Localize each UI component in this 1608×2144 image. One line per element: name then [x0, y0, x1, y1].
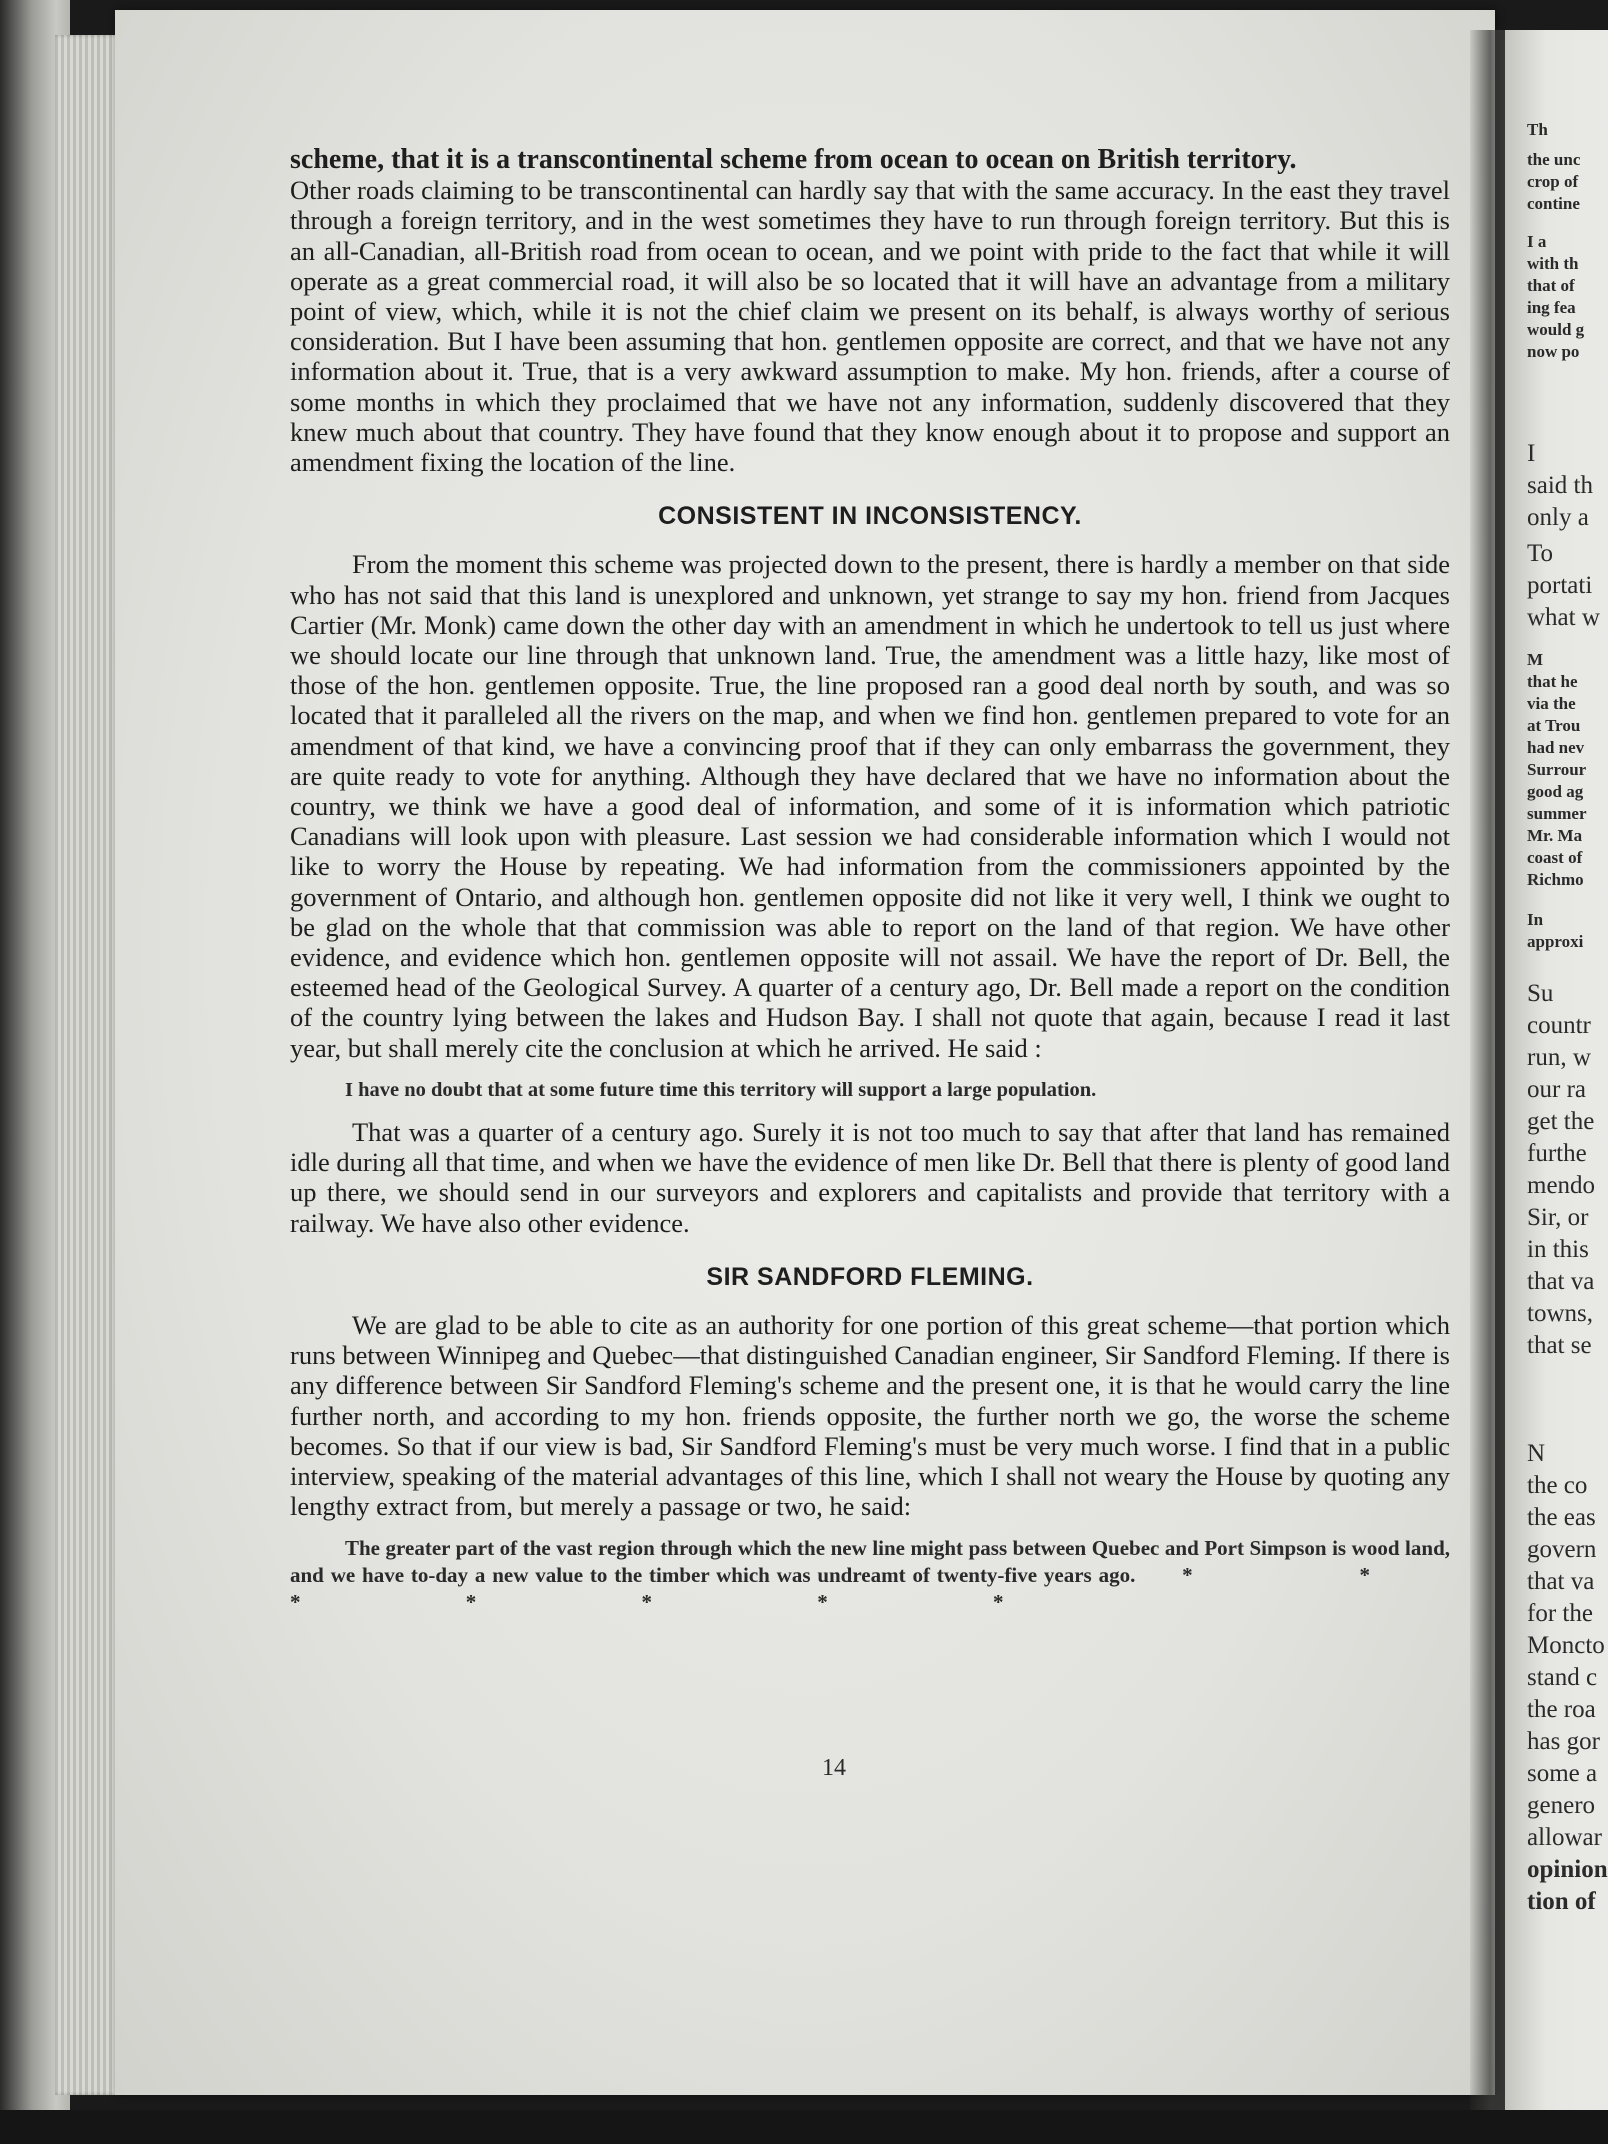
right-page-line: in this — [1527, 1236, 1589, 1263]
right-page-line: mendo — [1527, 1172, 1596, 1199]
right-page-line: M — [1527, 650, 1544, 669]
right-page-line: genero — [1527, 1792, 1596, 1819]
right-page-line: Th — [1527, 120, 1548, 139]
right-page-line: our ra — [1527, 1076, 1586, 1103]
right-page-line: now po — [1527, 342, 1580, 361]
quote-dr-bell: I have no doubt that at some future time this territory will support a large population. — [345, 1078, 1097, 1101]
right-page-line: contine — [1527, 194, 1580, 213]
right-page-line: I a — [1527, 232, 1547, 251]
right-page-line: the eas — [1527, 1504, 1596, 1531]
right-page-line: Moncto — [1527, 1632, 1605, 1659]
paragraph-1: Other roads claiming to be transcontinental can hardly say that with the same accuracy. In the east they travel through a foreign territory, and in the west sometimes they have to run through foreign territory. But this is an all-Canadian, all-British road from ocean to ocean, and we point with pride to the fact that while it will operate as a great commercial road, it will also be so located that it will have an advantage from a military point of view, which, while it is not the chief claim we present on its behalf, is always worthy of serious consideration. But I have been assuming that hon. gentlemen opposite are correct, and that we have not any information about it. True, that is a very awkward assumption to make. My hon. friends, after a course of some months in which they proclaimed that we have not any information, suddenly discovered that they knew much about that country. They have found that they know enough about it to propose and support an amendment fixing the location of the line. — [290, 175, 1450, 478]
right-page-line: get the — [1527, 1108, 1595, 1135]
right-page-line: the co — [1527, 1472, 1588, 1499]
right-page-line: that va — [1527, 1568, 1595, 1595]
right-page-line: only a — [1527, 504, 1589, 531]
paragraph-4: We are glad to be able to cite as an authority for one portion of this great scheme—that portion which runs between Winnipeg and Quebec—that distinguished Canadian engineer, Sir Sandford Fleming. If there is any difference between Sir Sandford Fleming's scheme and the present one, it is that he would carry the line further north, and according to my hon. friends opposite, the further north we go, the worse the scheme becomes. So that if our view is bad, Sir Sandford Fleming's must be very much worse. I find that in a public interview, speaking of the material advantages of this line, which I shall not weary the House by quoting any lengthy extract from, but merely a passage or two, he said: — [290, 1309, 1450, 1522]
right-page-line: portati — [1527, 572, 1593, 599]
heading-consistent-in-inconsistency: CONSISTENT IN INCONSISTENCY. — [658, 502, 1082, 531]
right-page-line: Surrour — [1527, 760, 1587, 779]
right-page-line: N — [1527, 1440, 1546, 1467]
right-page-line: furthe — [1527, 1140, 1587, 1167]
right-page-line: good ag — [1527, 782, 1584, 801]
page-text — [290, 145, 1450, 1630]
right-page-line: Richmo — [1527, 870, 1584, 889]
right-page-line: via the — [1527, 694, 1576, 713]
right-page-line: In — [1527, 910, 1544, 929]
right-page-line: some a — [1527, 1760, 1598, 1787]
right-page-line: ing fea — [1527, 298, 1576, 317]
right-page-line: with th — [1527, 254, 1579, 273]
right-page-line: Su — [1527, 980, 1554, 1007]
right-page-line: the roa — [1527, 1696, 1596, 1723]
right-page-line: govern — [1527, 1536, 1597, 1563]
gutter-shadow — [1470, 30, 1510, 2110]
right-page-line: said th — [1527, 472, 1593, 499]
paragraph-3: That was a quarter of a century ago. Surely it is not too much to say that after that land has remained idle during all that time, and when we have the evidence of men like Dr. Bell that there is plenty of good land up there, we should send in our surveyors and explorers and capitalists and provide that territory with a railway. We have also other evidence. — [290, 1116, 1450, 1238]
right-page-line: has gor — [1527, 1728, 1600, 1755]
right-page-line: coast of — [1527, 848, 1583, 867]
right-page-line: that of — [1527, 276, 1575, 295]
right-page-line: what w — [1527, 604, 1600, 631]
right-page — [1505, 30, 1608, 2120]
right-page-line: run, w — [1527, 1044, 1591, 1071]
right-page-line: To — [1527, 540, 1554, 567]
heading-sir-sandford-fleming: SIR SANDFORD FLEMING. — [706, 1262, 1034, 1291]
right-page-line: Sir, or — [1527, 1204, 1589, 1231]
right-page-line: allowar — [1527, 1824, 1602, 1851]
right-page-line: that he — [1527, 672, 1578, 691]
right-page-line: approxi — [1527, 932, 1584, 951]
right-page-line: for the — [1527, 1600, 1593, 1627]
right-page-line: Mr. Ma — [1527, 826, 1583, 845]
quote-sandford-fleming — [290, 1535, 1450, 1616]
right-page-line: that va — [1527, 1268, 1595, 1295]
right-page-line: opinion — [1527, 1856, 1608, 1883]
right-page-line: countr — [1527, 1012, 1591, 1039]
right-page-line: stand c — [1527, 1664, 1598, 1691]
right-page-line: the unc — [1527, 150, 1581, 169]
right-page-line: I — [1527, 440, 1536, 467]
right-page-line: summer — [1527, 804, 1587, 823]
right-page-line: crop of — [1527, 172, 1579, 191]
right-page-line: had nev — [1527, 738, 1585, 757]
right-page-line: that se — [1527, 1332, 1592, 1359]
page-number: 14 — [822, 1755, 846, 1781]
right-page-line: tion of — [1527, 1888, 1596, 1915]
right-page-line: towns, — [1527, 1300, 1593, 1327]
right-page-line: at Trou — [1527, 716, 1581, 735]
quote-2-text: The greater part of the vast region through which the new line might pass between Quebec and Port Simpson is wood land, and we have to-day a new value to the timber which was undreamt of twenty-five years ago. — [290, 1536, 1450, 1588]
first-line: scheme, that it is a transcontinental scheme from ocean to ocean on British territory. — [290, 144, 1297, 175]
bottom-edge — [0, 2110, 1608, 2144]
ellipsis-stars: * * * * * * * — [290, 1563, 1451, 1615]
right-page-line: would g — [1527, 320, 1585, 339]
paragraph-2: From the moment this scheme was projected down to the present, there is hardly a member on that side who has not said that this land is unexplored and unknown, yet strange to say my hon. friend from Jacques Cartier (Mr. Monk) came down the other day with an amendment in which he undertook to tell us just where we should locate our line through that unknown land. True, the amendment was a little hazy, like most of those of the hon. gentlemen opposite. True, the line proposed ran a good deal north by south, and was so located that it paralleled all the rivers on the map, and when we find hon. gentlemen prepared to vote for an amendment of that kind, we have a convincing proof that if they can only embarrass the government, they are quite ready to vote for anything. Although they have declared that we have no information about the country, we think we have a good deal of information, and some of it is information which patriotic Canadians will look upon with pleasure. Last session we had considerable information which I would not like to worry the House by repeating. We had information from the commissioners appointed by the government of Ontario, and although hon. gentlemen opposite did not like it very well, I think we ought to be glad on the whole that that commission was able to report on the land of that region. We have other evidence, and evidence which hon. gentlemen opposite will not assail. We have the report of Dr. Bell, the esteemed head of the Geological Survey. A quarter of a century ago, Dr. Bell made a report on the condition of the country lying between the lakes and Hudson Bay. I shall not quote that again, because I read it last year, but shall merely cite the conclusion at which he arrived. He said : — [290, 549, 1450, 1063]
